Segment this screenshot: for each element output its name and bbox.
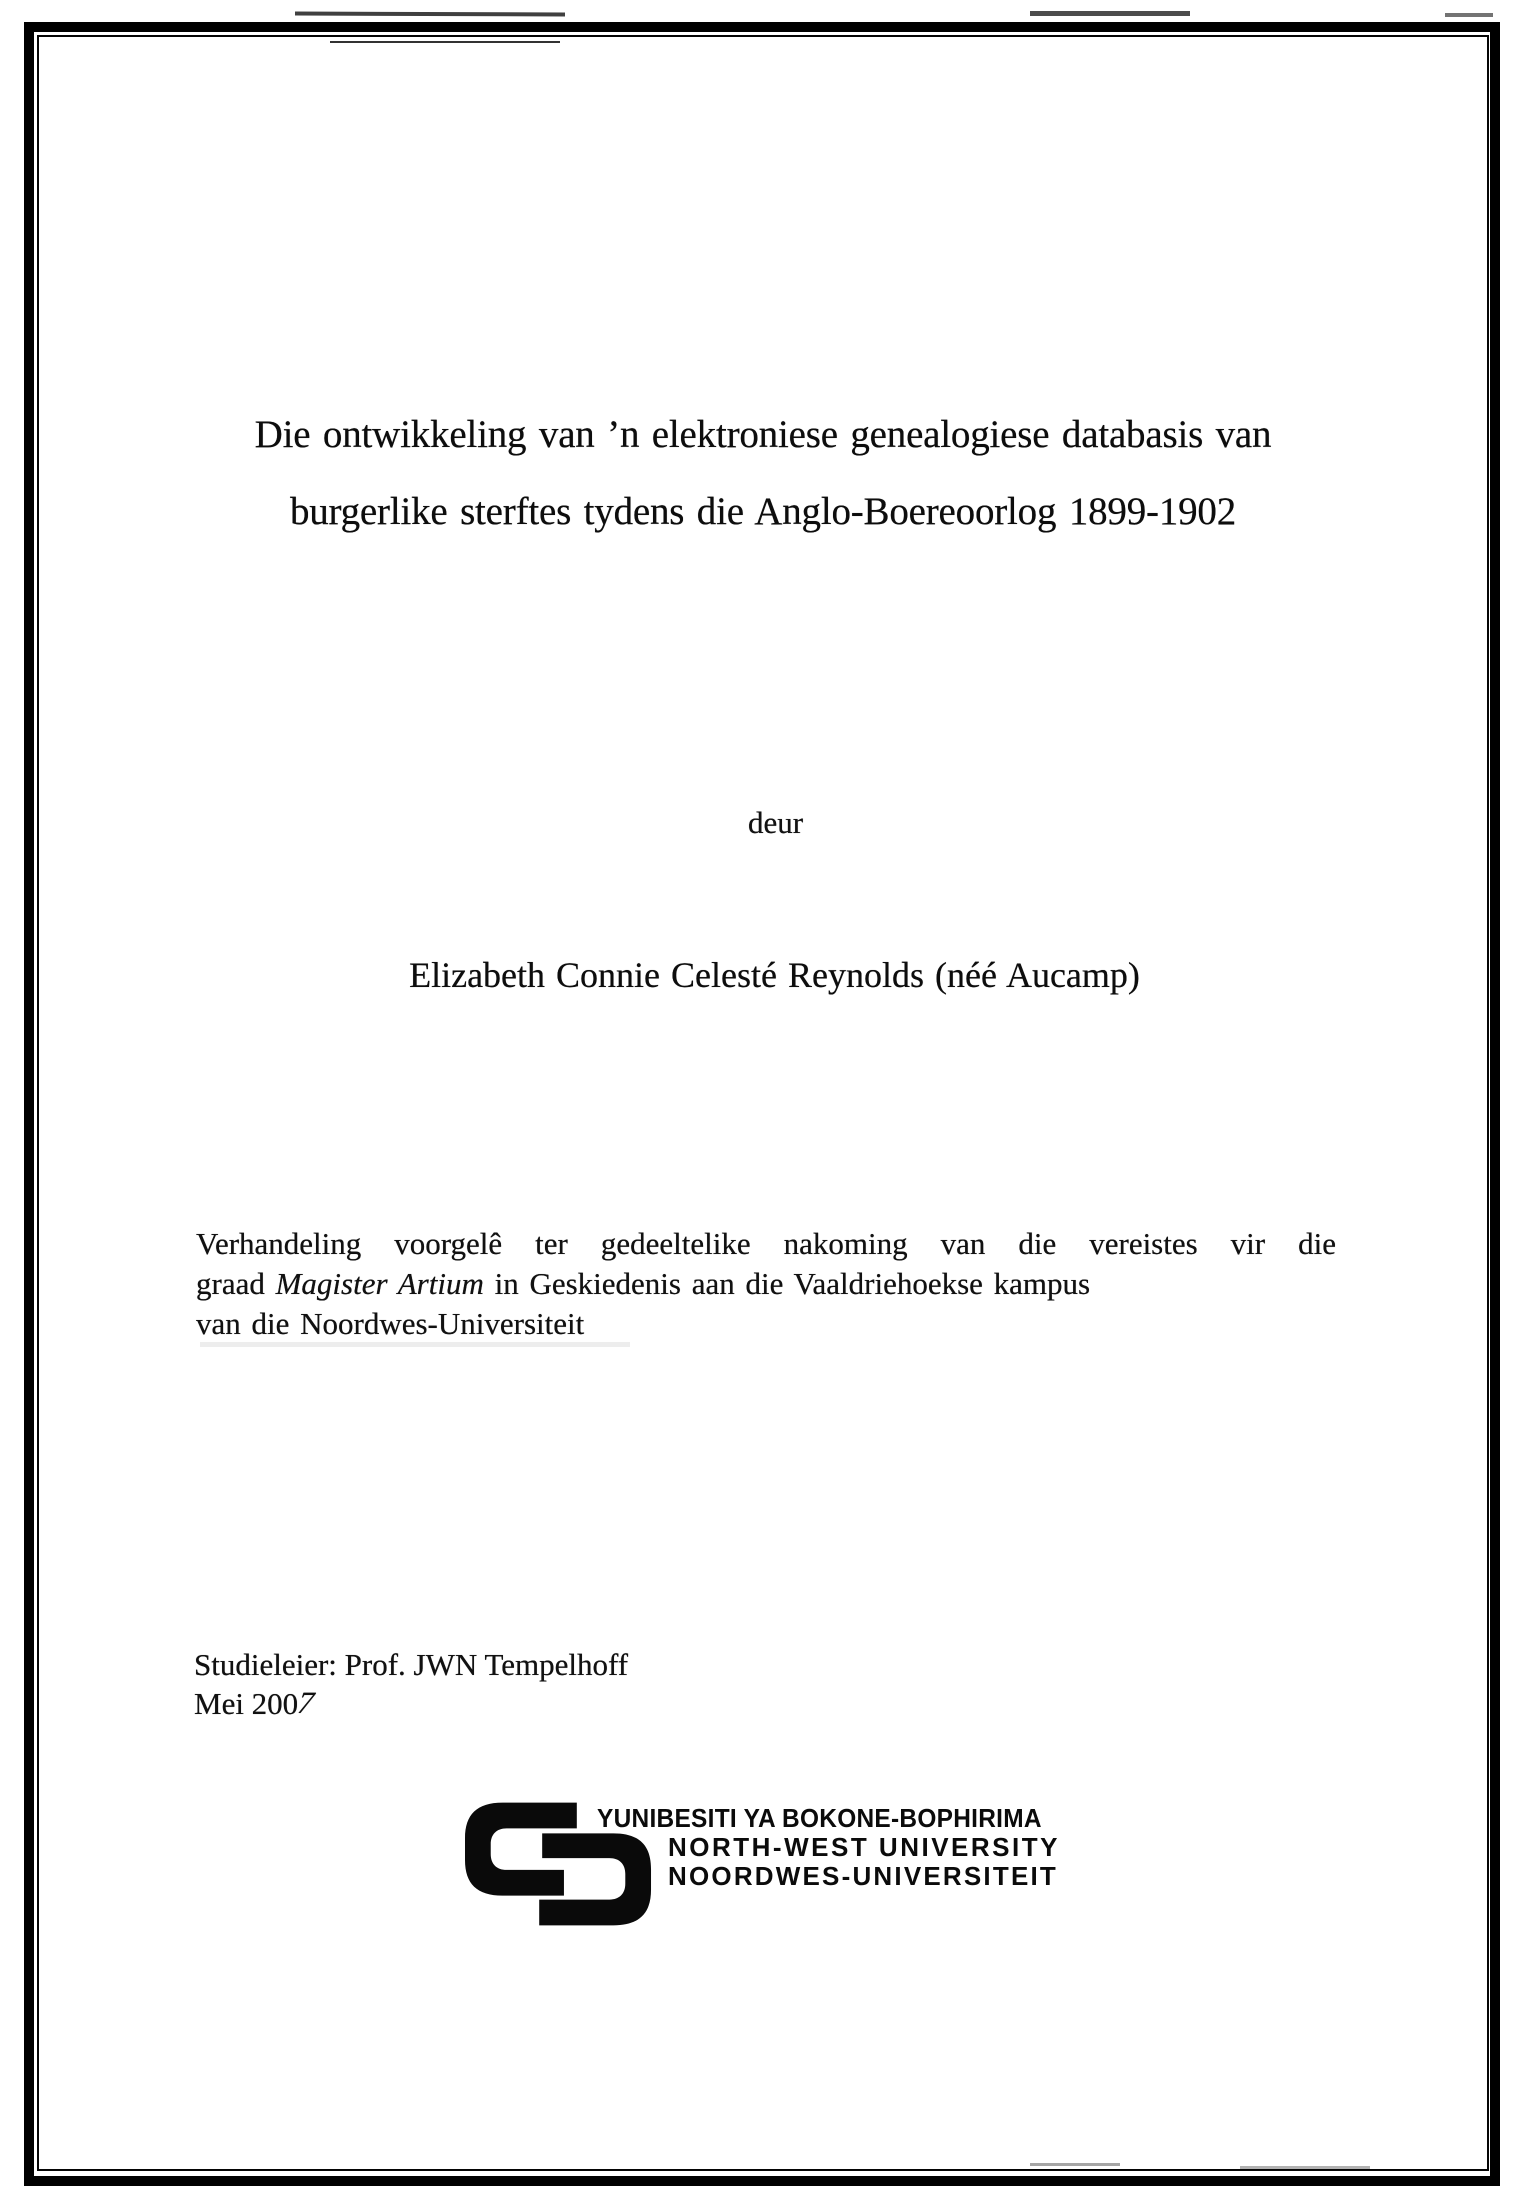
date-line — [194, 1684, 628, 1723]
byline-deur: deur — [747, 805, 804, 840]
date-prefix: Mei 200 — [194, 1686, 299, 1721]
logo-text-afrikaans: NOORDWES-UNIVERSITEIT — [668, 1861, 1058, 1891]
supervisor-line: Studieleier: Prof. JWN Tempelhoff — [194, 1647, 629, 1682]
thesis-title-line1: Die ontwikkeling van ’n elektroniese genealogiese databasis van — [254, 413, 1272, 456]
scan-artifact — [1030, 11, 1190, 16]
date-last-digit: 7 — [292, 1685, 320, 1720]
submission-statement — [196, 1224, 1336, 1344]
submission-line2-post: in Geskiedenis aan die Vaaldriehoekse kampus — [483, 1266, 1091, 1301]
logo-text-english: NORTH-WEST UNIVERSITY — [668, 1832, 1060, 1862]
degree-name-italic: Magister Artium — [275, 1266, 484, 1301]
thesis-title — [183, 396, 1343, 550]
submission-line3: van die Noordwes-Universiteit — [196, 1306, 585, 1341]
submission-line2 — [196, 1264, 1336, 1304]
thesis-title-line2: burgerlike sterftes tydens die Anglo-Boereoorlog 1899-1902 — [289, 490, 1237, 533]
logo-text-setswana: YUNIBESITI YA BOKONE-BOPHIRIMA — [597, 1803, 1042, 1833]
supervisor-block — [194, 1645, 628, 1723]
scan-artifact — [295, 12, 565, 17]
submission-line1: Verhandeling voorgelê ter gedeeltelike nakoming van die vereistes vir die — [196, 1226, 1336, 1261]
author-name: Elizabeth Connie Celesté Reynolds (néé Aucamp) — [409, 955, 1140, 995]
submission-line2-pre: graad — [196, 1266, 276, 1301]
scan-artifact — [1445, 13, 1493, 17]
